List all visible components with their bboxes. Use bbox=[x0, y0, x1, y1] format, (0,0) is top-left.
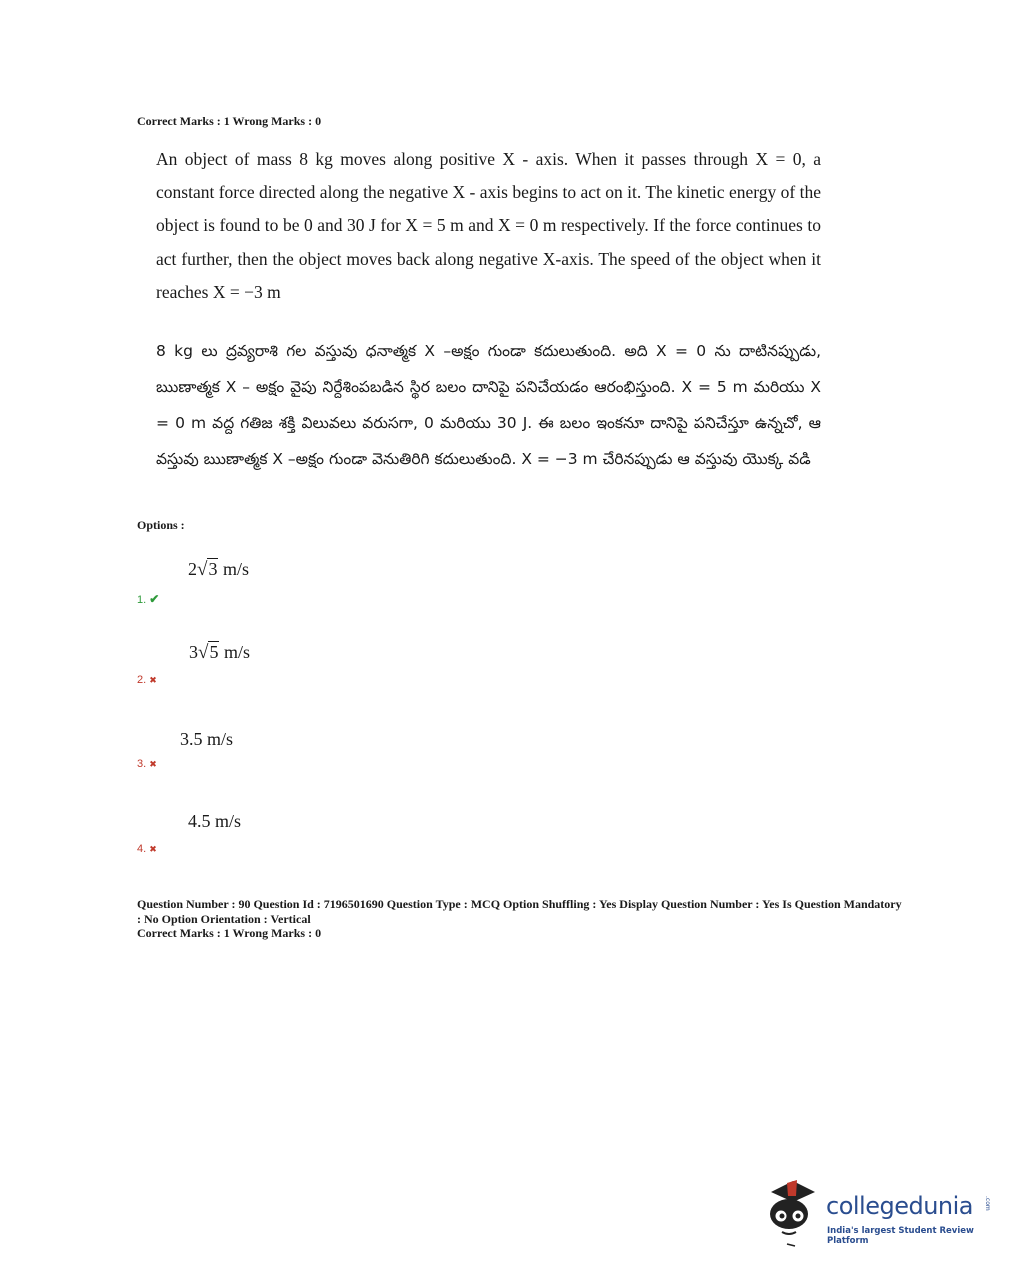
option-2-radicand: 5 bbox=[209, 642, 219, 662]
option-3-number: 3. bbox=[137, 758, 147, 770]
question-text-english: An object of mass 8 kg moves along positive X - axis. When it passes through X = 0, a constant force directed along the negative X - axis begins to act on it. The kinetic energy of the object is found to be 0 and 30 J for X = 5 m and X = 0 m respectively. If the force continues to act further, then the object moves back along negative X-axis. The speed of the object when it reaches X = −3 m bbox=[156, 149, 821, 302]
cross-icon: ✖ bbox=[149, 675, 157, 685]
graduate-mascot-icon bbox=[765, 1178, 825, 1248]
question-metadata bbox=[137, 897, 907, 941]
option-1-radicand: 3 bbox=[208, 559, 218, 579]
cross-icon: ✖ bbox=[149, 844, 157, 854]
option-4-number: 4. bbox=[137, 843, 147, 855]
logo-domain-suffix: .com bbox=[984, 1196, 991, 1211]
option-4-value: 4.5 m/s bbox=[188, 811, 242, 831]
option-3-row[interactable] bbox=[137, 757, 157, 771]
collegedunia-logo[interactable] bbox=[765, 1178, 995, 1248]
option-2-value bbox=[189, 641, 250, 664]
option-2-coefficient: 3 bbox=[189, 642, 198, 662]
option-2-row[interactable] bbox=[137, 673, 157, 687]
options-label: Options : bbox=[137, 518, 185, 532]
checkmark-icon: ✔ bbox=[149, 592, 160, 606]
cross-icon: ✖ bbox=[149, 759, 157, 769]
option-4-row[interactable] bbox=[137, 842, 157, 856]
option-2-number: 2. bbox=[137, 674, 147, 686]
radical-sign: √3 bbox=[197, 559, 218, 580]
logo-wordmark: collegedunia bbox=[826, 1192, 974, 1220]
question-text-telugu: 8 kg లు ద్రవ్యరాశి గల వస్తువు ధనాత్మక X –అక్షం గుండా కదులుతుంది. అది X = 0 ను దాటినప్పుడు, ఋణాత్మక X – అక్షం వైపు నిర్దేశింపబడిన స్థిర బలం దానిపై పనిచేయడం ఆరంభిస్తుంది. X = 5 m మరియు X = 0 m వద్ద గతిజ శక్తి విలువలు వరుసగా, 0 మరియు 30 J. ఈ బలం ఇంకనూ దానిపై పనిచేస్తూ ఉన్నచో, ఆ వస్తువు ఋణాత్మక X –అక్షం గుండా వెనుతిరిగి కదులుతుంది. X = −3 m చేరినప్పుడు ఆ వస్తువు యొక్క వడి bbox=[156, 342, 821, 468]
option-1-unit: m/s bbox=[218, 559, 249, 579]
logo-tagline: India's largest Student Review Platform bbox=[827, 1226, 974, 1246]
option-2-unit: m/s bbox=[219, 642, 250, 662]
option-1-number: 1. bbox=[137, 594, 147, 606]
option-1-row[interactable] bbox=[137, 592, 159, 607]
option-1-value bbox=[188, 558, 249, 581]
question-marks-line: Correct Marks : 1 Wrong Marks : 0 bbox=[137, 926, 322, 940]
correct-wrong-marks: Correct Marks : 1 Wrong Marks : 0 bbox=[137, 114, 322, 128]
option-3-value: 3.5 m/s bbox=[180, 729, 234, 749]
option-1-coefficient: 2 bbox=[188, 559, 197, 579]
question-metadata-line: Question Number : 90 Question Id : 7196501690 Question Type : MCQ Option Shuffling : Yes Display Question Number : Yes Is Question Mandatory : No Option Orientation : Vertical bbox=[137, 897, 902, 926]
radical-sign: √5 bbox=[198, 642, 219, 663]
